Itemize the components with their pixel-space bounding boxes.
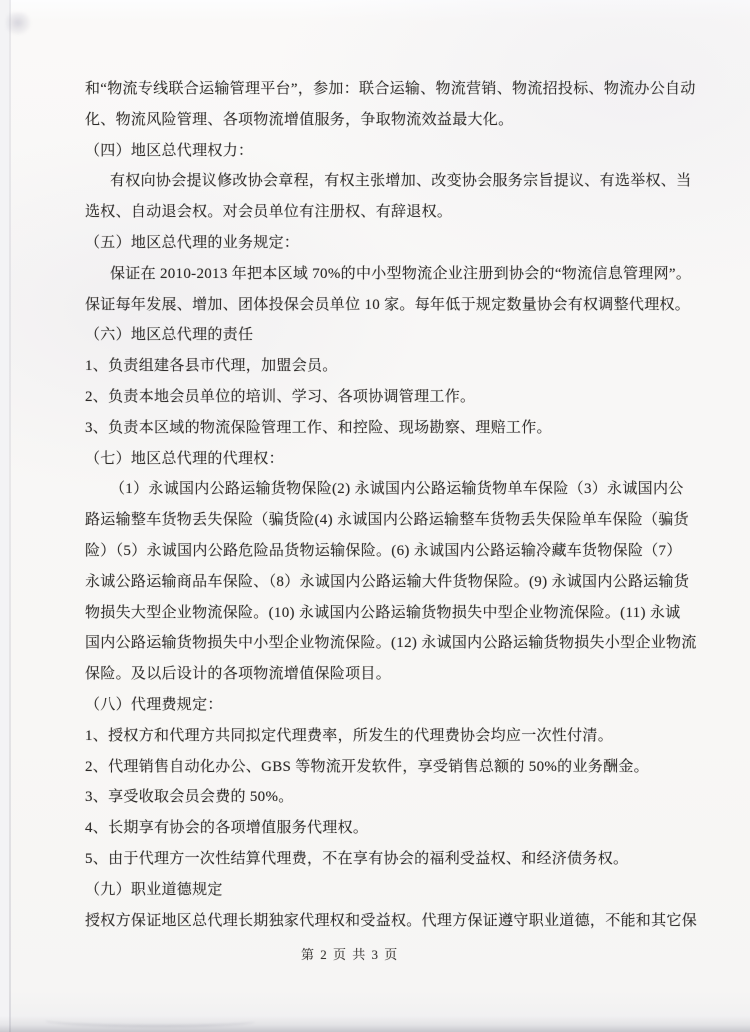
paragraph-line: 化、物流风险管理、各项物流增值服务，争取物流效益最大化。 xyxy=(85,111,514,128)
section-heading-9: （九）职业道德规定 xyxy=(85,881,223,898)
paragraph-line: 保证每年发展、增加、团体投保会员单位 10 家。每年低于规定数量协会有权调整代理权。 xyxy=(85,296,691,313)
paragraph-line: 险）（5）永诚国内公路危险品货物运输保险。(6) 永诚国内公路运输冷藏车货物保险（7） xyxy=(85,542,682,559)
section-heading-8: （八）代理费规定： xyxy=(85,696,223,713)
list-item-1: 1、授权方和代理方共同拟定代理费率，所发生的代理费协会均应一次性付清。 xyxy=(85,727,614,744)
paper-left-edge xyxy=(9,0,11,1032)
paragraph-line: 保险。及以后设计的各项物流增值保险项目。 xyxy=(85,666,392,683)
paragraph-line: 选权、自动退会权。对会员单位有注册权、有辞退权。 xyxy=(85,204,453,221)
scan-bottom-shadow xyxy=(0,1016,750,1032)
list-item-4: 4、长期享有协会的各项增值服务代理权。 xyxy=(85,820,369,837)
list-item-3: 3、负责本区域的物流保险管理工作、和控险、现场勘察、理赔工作。 xyxy=(85,419,552,436)
paragraph-line: 路运输整车货物丢失保险（骗货险(4) 永诚国内公路运输整车货物丢失保险单车保险（骗货 xyxy=(85,512,689,529)
paragraph-line: 永诚公路运输商品车保险、（8）永诚国内公路运输大件货物保险。(9) 永诚国内公路运输货 xyxy=(85,573,690,590)
list-item-2: 2、代理销售自动化办公、GBS 等物流开发软件，享受销售总额的 50%的业务酬金。 xyxy=(85,758,649,775)
section-heading-7: （七）地区总代理的代理权： xyxy=(85,450,284,467)
paragraph-line: 保证在 2010-2013 年把本区域 70%的中小型物流企业注册到协会的“物流信息管理网”。 xyxy=(110,265,692,282)
list-item-5: 5、由于代理方一次性结算代理费，不在享有协会的福利受益权、和经济债务权。 xyxy=(85,850,629,867)
list-item-2: 2、负责本地会员单位的培训、学习、各项协调管理工作。 xyxy=(85,388,476,405)
paragraph-line: 和“物流专线联合运输管理平台”，参加：联合运输、物流营销、物流招投标、物流办公自动 xyxy=(85,81,696,97)
scan-left-strip xyxy=(0,0,9,1032)
section-heading-4: （四）地区总代理权力： xyxy=(85,142,254,159)
paragraph-line: （1）永诚国内公路运输货物保险(2) 永诚国内公路运输货物单车保险（3）永诚国内公 xyxy=(110,481,684,498)
list-item-3: 3、享受收取会员会费的 50%。 xyxy=(85,789,294,806)
list-item-1: 1、负责组建各县市代理，加盟会员。 xyxy=(85,358,338,375)
paragraph-line: 国内公路运输货物损失中小型企业物流保险。(12) 永诚国内公路运输货物损失小型企业物流 xyxy=(85,635,697,652)
paragraph-line: 有权向协会提议修改协会章程，有权主张增加、改变协会服务宗旨提议、有选举权、当 xyxy=(110,173,692,190)
paragraph-line: 授权方保证地区总代理长期独家代理权和受益权。代理方保证遵守职业道德，不能和其它保 xyxy=(85,912,698,929)
page-number: 第 2 页 共 3 页 xyxy=(301,947,399,962)
section-heading-6: （六）地区总代理的责任 xyxy=(85,327,254,344)
scan-corner-smudge xyxy=(6,12,32,36)
section-heading-5: （五）地区总代理的业务规定： xyxy=(85,234,300,251)
document-body xyxy=(85,74,697,936)
paragraph-line: 物损失大型企业物流保险。(10) 永诚国内公路运输货物损失中型企业物流保险。(11) 永诚 xyxy=(85,604,681,621)
